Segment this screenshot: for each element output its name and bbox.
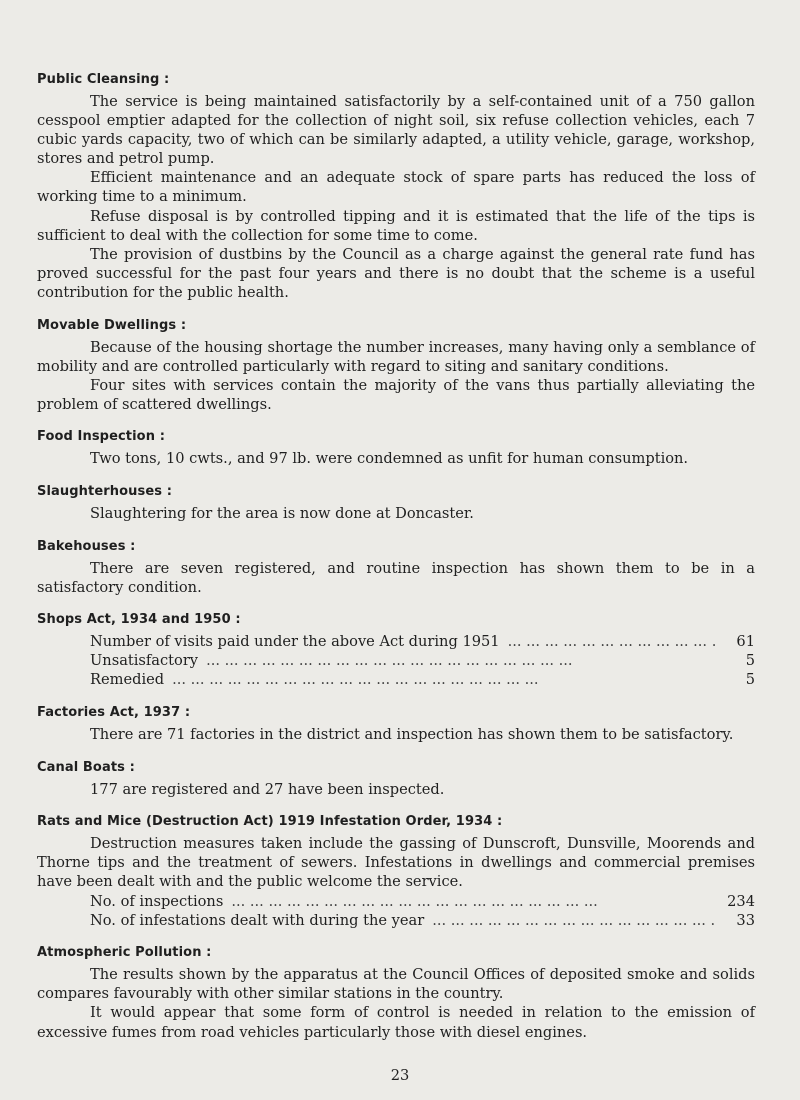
stat-row (37, 911, 755, 930)
paragraph: 177 are registered and 27 have been inspected. (90, 780, 445, 798)
paragraph: The service is being maintained satisfactorily by a self-contained unit of a 750 gallon cesspool emptier adapted for the collection of night soil, six refuse collection vehicles, each 7 cubic yards capacity, two of which can be similarly adapted, a utility vehicle, garage, workshop, stores and petrol pump. (37, 93, 755, 168)
section-heading: Slaughterhouses : (37, 484, 173, 499)
section-heading: Canal Boats : (37, 759, 135, 775)
section (37, 610, 755, 689)
section (37, 316, 755, 414)
leader-dots (500, 632, 715, 651)
paragraph: Because of the housing shortage the number increases, many having only a semblance of mobility and are controlled particularly with regard to siting and sanitary conditions. (37, 338, 755, 375)
leader-dots (198, 651, 715, 670)
section-heading: Movable Dwellings : (37, 317, 187, 333)
stat-label: No. of infestations dealt with during the year (90, 911, 425, 929)
stat-label: No. of inspections (90, 892, 224, 910)
stat-row (37, 670, 755, 689)
section-heading: Public Cleansing : (37, 72, 170, 87)
stat-label: Number of visits paid under the above Act during 1951 (90, 633, 500, 651)
paragraph: Destruction measures taken include the gassing of Dunscroft, Dunsville, Moorends and Thorne tips and the treatment of sewers. Infestations in dwellings and commercial premises have been dealt with and the public welcome the service. (37, 835, 755, 891)
section-heading: Rats and Mice (Destruction Act) 1919 Infestation Order, 1934 : (37, 814, 503, 830)
section (37, 537, 755, 597)
paragraph: There are 71 factories in the district and inspection has shown them to be satisfactory. (90, 726, 734, 744)
stat-value: 5 (745, 671, 755, 689)
section (37, 70, 755, 302)
stat-row (37, 651, 755, 670)
paragraph: Refuse disposal is by controlled tipping and it is estimated that the life of the tips is sufficient to deal with the collection for some time to come. (37, 207, 755, 244)
paragraph: Four sites with services contain the majority of the vans thus partially alleviating the problem of scattered dwellings. (37, 376, 755, 413)
paragraph: Slaughtering for the area is now done at Doncaster. (90, 505, 474, 522)
stat-value: 61 (736, 633, 755, 651)
stat-value: 33 (736, 911, 755, 929)
leader-dots (223, 892, 715, 911)
paragraph: The provision of dustbins by the Council as a charge against the general rate fund has proved successful for the past four years and there is no doubt that the scheme is a useful contribution for the public health. (37, 245, 755, 301)
section (37, 482, 755, 523)
section-heading: Shops Act, 1934 and 1950 : (37, 612, 241, 628)
stat-value: 5 (745, 652, 755, 670)
leader-dots (164, 670, 715, 689)
stat-label: Remedied (90, 671, 165, 689)
section-heading: Factories Act, 1937 : (37, 705, 191, 721)
paragraph: It would appear that some form of control is needed in relation to the emission of excessive fumes from road vehicles particularly those with diesel engines. (37, 1004, 755, 1041)
section (37, 427, 755, 468)
leader-dots (424, 911, 715, 930)
section (37, 943, 755, 1041)
stat-value: 234 (727, 892, 755, 910)
section-heading: Food Inspection : (37, 429, 165, 445)
page-content (37, 70, 755, 1055)
stat-row (37, 632, 755, 651)
section (37, 758, 755, 799)
paragraph: There are seven registered, and routine inspection has shown them to be in a satisfactory condition. (37, 559, 755, 596)
section (37, 812, 755, 929)
section-heading: Atmospheric Pollution : (37, 945, 212, 961)
section (37, 703, 755, 744)
paragraph: Efficient maintenance and an adequate stock of spare parts has reduced the loss of working time to a minimum. (37, 169, 755, 206)
stat-label: Unsatisfactory (90, 652, 199, 670)
paragraph: The results shown by the apparatus at the Council Offices of deposited smoke and solids compares favourably with other similar stations in the country. (37, 966, 755, 1003)
section-heading: Bakehouses : (37, 538, 136, 554)
paragraph: Two tons, 10 cwts., and 97 lb. were condemned as unfit for human consumption. (90, 450, 689, 468)
page-number: 23 (390, 1067, 410, 1084)
stat-row (37, 892, 755, 911)
